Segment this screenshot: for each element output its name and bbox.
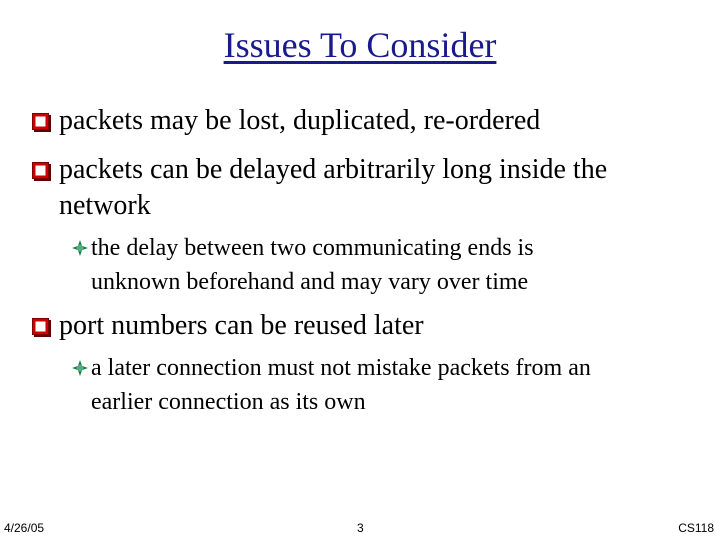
slide-title: Issues To Consider — [223, 25, 497, 65]
sub-bullet-text: the delay between two communicating ends is — [91, 235, 534, 261]
sub-bullet-text: a later connection must not mistake packets from an — [91, 355, 591, 381]
red-square-bullet-icon — [32, 162, 51, 181]
bullet-text: packets can be delayed arbitrarily long inside the — [59, 154, 608, 185]
red-square-bullet-icon — [32, 318, 51, 337]
sub-bullet-text: earlier connection as its own — [91, 389, 366, 415]
green-diamond-bullet-icon — [72, 240, 88, 256]
footer-date: 4/26/05 — [4, 521, 45, 535]
bullet-text: port numbers can be reused later — [59, 310, 424, 341]
red-square-bullet-icon — [32, 113, 51, 132]
footer-page-number: 3 — [357, 521, 364, 535]
bullet-text: network — [59, 190, 151, 221]
bullet-text: packets may be lost, duplicated, re-ordered — [59, 105, 541, 136]
green-diamond-bullet-icon — [72, 360, 88, 376]
footer-course: CS118 — [678, 521, 714, 535]
sub-bullet-text: unknown beforehand and may vary over time — [91, 269, 529, 295]
